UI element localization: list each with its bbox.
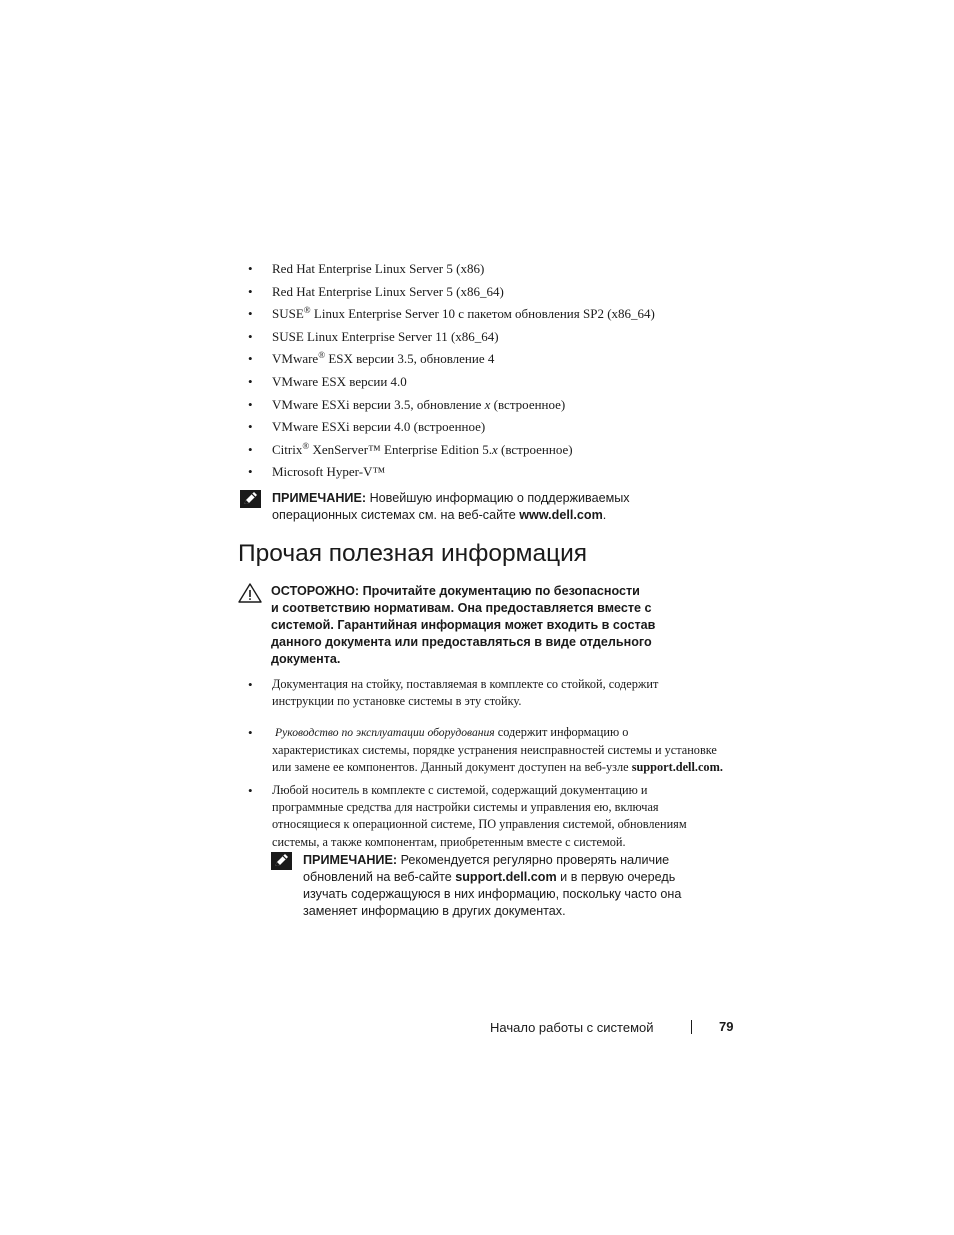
note-text-line2: обновлений на веб-сайте — [303, 870, 456, 884]
list-item-text: VMware — [272, 351, 319, 367]
section-title: Прочая полезная информация — [238, 540, 588, 567]
note-link-support[interactable]: support.dell.com — [455, 870, 557, 884]
doc-rack-line2: инструкции по установке системы в эту стойку. — [272, 694, 522, 709]
list-item — [248, 372, 768, 395]
os-list — [248, 259, 768, 485]
list-item-text: SUSE — [272, 306, 304, 322]
bullet-glyph: • — [248, 351, 253, 367]
list-item-text-tail: (встроенное) — [497, 441, 573, 457]
list-item — [248, 417, 768, 440]
list-item-text-rest: (встроенное) — [490, 396, 566, 412]
caution-line: данного документа или предоставляться в виде отдельного — [271, 635, 652, 649]
registered-mark: ® — [318, 350, 326, 361]
bullet-glyph: • — [248, 283, 253, 299]
list-item-text: Red Hat Enterprise Linux Server 5 (x86) — [272, 261, 485, 276]
list-item-text: VMware ESX версии 4.0 — [272, 373, 407, 389]
list-item-text-rest: XenServer™ Enterprise Edition 5. — [309, 441, 492, 457]
list-item-text: SUSE Linux Enterprise Server 11 (x86_64) — [272, 328, 499, 344]
doc-media-line3: относящиеся к операционной системе, ПО управления системой, обновлениям — [272, 817, 687, 832]
note-text-line1: Новейшую информацию о поддерживаемых — [366, 491, 630, 505]
list-item — [248, 282, 768, 305]
doc-manual-line2: характеристиках системы, порядке устранения неисправностей системы и установке — [272, 742, 717, 757]
bullet-glyph: • — [248, 328, 253, 344]
list-item — [248, 462, 768, 485]
variable-x: x — [491, 441, 498, 457]
note-text-line4: заменяет информацию в других документах. — [303, 904, 566, 918]
footer-chapter-title: Начало работы с системой — [490, 1020, 654, 1035]
caution-text — [271, 583, 741, 668]
list-item-text-rest: ESX версии 3.5, обновление 4 — [325, 351, 495, 367]
page-number: 79 — [719, 1019, 734, 1034]
list-item-text-rest: Linux Enterprise Server 10 с пакетом обновления SP2 (x86_64) — [310, 306, 655, 322]
note-pencil-icon — [271, 852, 292, 870]
bullet-glyph: • — [248, 396, 253, 412]
bullet-glyph: • — [248, 725, 253, 741]
doc-media-line2: программные средства для настройки системы и управления ею, включая — [272, 800, 659, 815]
note-period: . — [602, 508, 607, 522]
caution-line: системой. Гарантийная информация может входить в состав — [271, 618, 656, 632]
note-text — [303, 852, 681, 920]
note-text-line1: Рекомендуется регулярно проверять наличие — [397, 853, 670, 867]
doc-media-line4: системы, а также компонентам, приобретенным вместе с системой. — [272, 834, 626, 849]
bullet-glyph: • — [248, 783, 253, 799]
note-text — [272, 490, 630, 524]
bullet-glyph: • — [248, 441, 253, 457]
doc-manual-title: Руководство по эксплуатации оборудования — [275, 726, 495, 740]
list-item — [248, 304, 768, 327]
variable-x: x — [484, 396, 491, 412]
doc-rack-line1: Документация на стойку, поставляемая в комплекте со стойкой, содержит — [272, 677, 659, 691]
note-text-line3: изучать содержащуюся в них информацию, поскольку часто она — [303, 887, 682, 901]
list-item-text: VMware ESXi версии 3.5, обновление — [272, 396, 485, 412]
list-item-text: Microsoft Hyper-V™ — [272, 464, 386, 480]
list-item — [248, 440, 768, 463]
doc-support-link[interactable]: support.dell.com. — [631, 759, 723, 774]
caution-line: документа. — [271, 652, 341, 666]
note-text-line2-rest: и в первую очередь — [556, 870, 676, 884]
list-item-text: Citrix — [272, 441, 303, 457]
warning-triangle-icon — [238, 583, 262, 603]
note-label: ПРИМЕЧАНИЕ: — [272, 491, 367, 505]
bullet-glyph: • — [248, 464, 253, 480]
note-link-dell[interactable]: www.dell.com — [519, 508, 603, 522]
list-item — [248, 259, 768, 282]
caution-line: и соответствию нормативам. Она предоставляется вместе с — [271, 601, 652, 615]
list-item — [248, 327, 768, 350]
documentation-list — [248, 676, 748, 857]
bullet-glyph: • — [248, 677, 253, 692]
doc-media-line1: Любой носитель в комплекте с системой, содержащий документацию и — [272, 783, 648, 798]
bullet-glyph: • — [248, 261, 253, 276]
list-item — [248, 724, 748, 776]
doc-manual-line1: содержит информацию о — [494, 725, 629, 740]
footer-divider — [691, 1020, 692, 1034]
doc-manual-line3: или замене ее компонентов. Данный документ доступен на веб-узле — [272, 759, 632, 774]
note-label: ПРИМЕЧАНИЕ: — [303, 853, 398, 867]
list-item-text: Red Hat Enterprise Linux Server 5 (x86_64) — [272, 283, 504, 299]
list-item-text: VMware ESXi версии 4.0 (встроенное) — [272, 419, 486, 435]
registered-mark: ® — [303, 305, 311, 316]
list-item — [248, 349, 768, 372]
list-item — [248, 782, 748, 851]
note-text-line2: операционных системах см. на веб-сайте — [272, 508, 520, 522]
note-pencil-icon — [240, 490, 261, 508]
list-item — [248, 676, 748, 710]
list-item — [248, 395, 768, 418]
caution-line: ОСТОРОЖНО: Прочитайте документацию по безопасности — [271, 584, 640, 598]
registered-mark: ® — [302, 440, 310, 451]
bullet-glyph: • — [248, 419, 253, 435]
bullet-glyph: • — [248, 373, 253, 389]
bullet-glyph: • — [248, 306, 253, 322]
